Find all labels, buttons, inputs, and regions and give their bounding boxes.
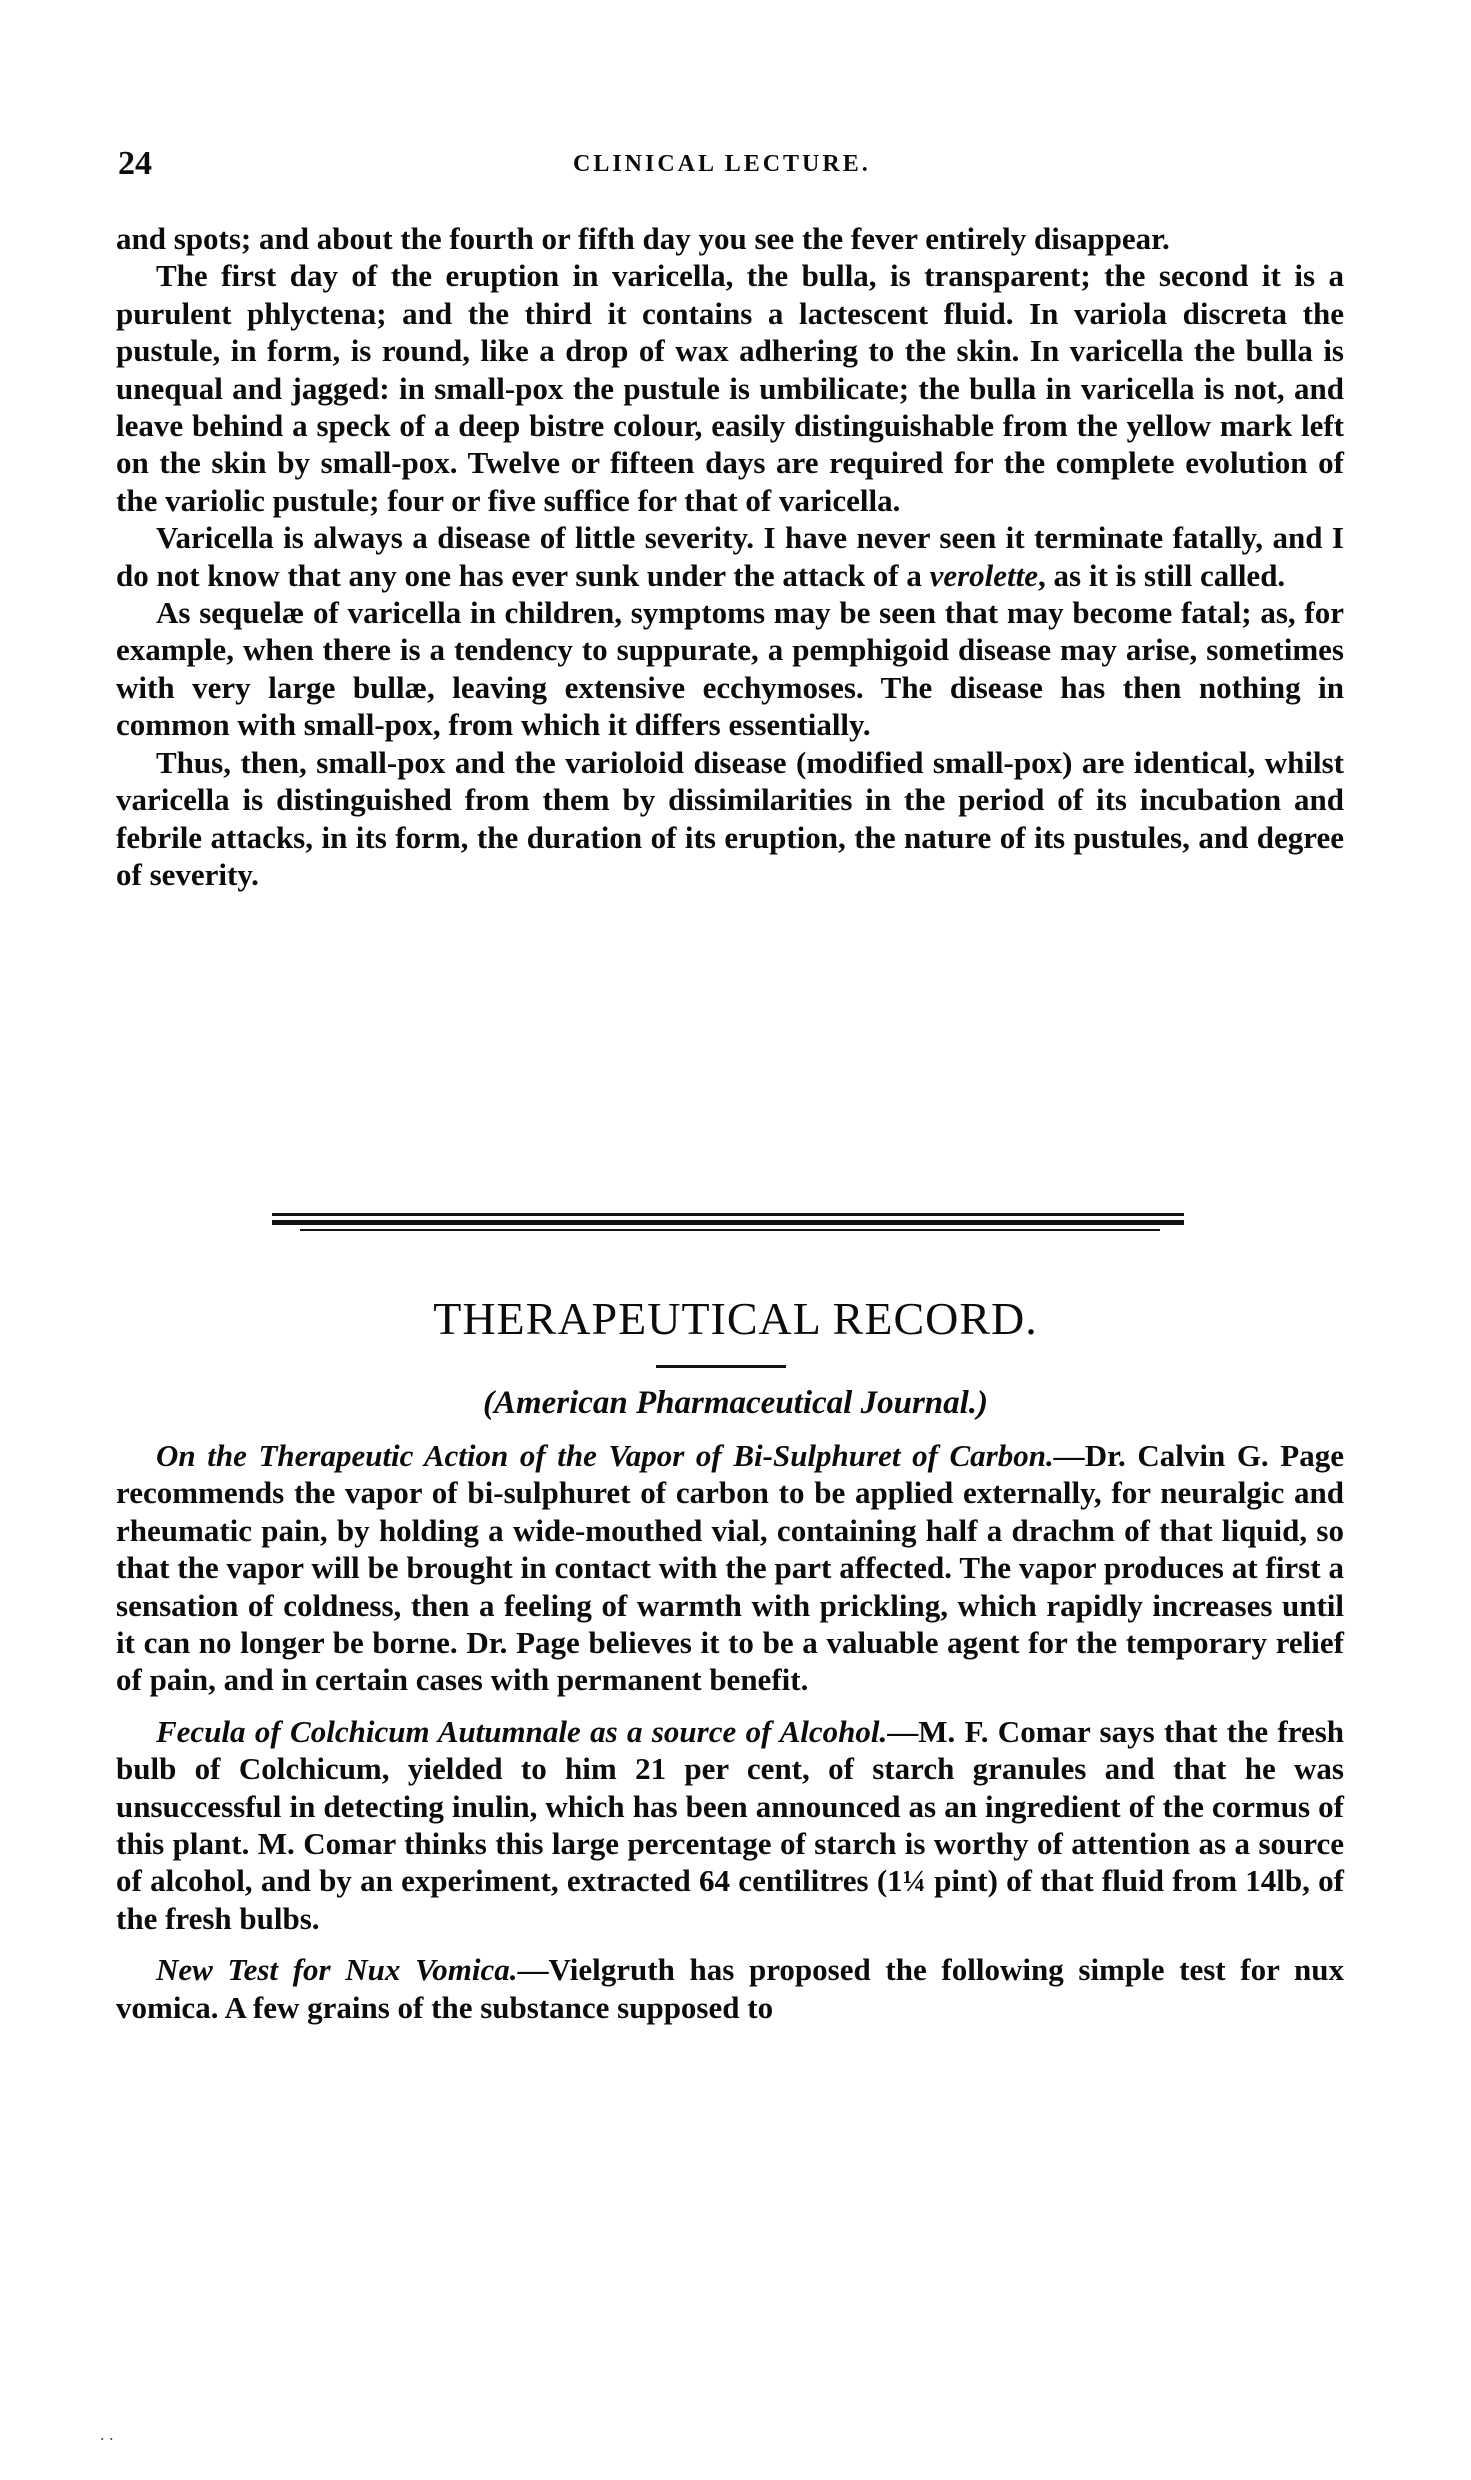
record-text — [116, 1437, 1344, 2026]
record-item — [116, 1951, 1344, 2026]
record-item — [116, 1437, 1344, 1699]
page-mark: . . — [100, 2424, 114, 2444]
para3-text-before: Varicella is always a disease of little severity. I have never seen it terminate fatally, and I do not know that any one has ever sunk under the attack of a — [116, 520, 1344, 593]
section-divider-rule — [272, 1220, 1184, 1225]
title-underline-rule — [656, 1365, 786, 1368]
para3-text-after: , as it is still called. — [1038, 557, 1286, 593]
record-item — [116, 1713, 1344, 1937]
running-title: CLINICAL LECTURE. — [573, 151, 871, 177]
lecture-paragraph: The first day of the eruption in varicella, the bulla, is transparent; the second it is a purulent phlyctena; and the third it contains a lactescent fluid. In variola discreta the pustule, in form, is round, like a drop of wax adhering to the skin. In varicella the bulla is unequal and jagged: in small-pox the pustule is umbilicate; the bulla in varicella is not, and leave behind a speck of a deep bistre colour, easily distinguishable from the yellow mark left on the skin by small-pox. Twelve or fifteen days are required for the complete evolution of the variolic pustule; four or five suffice for that of varicella. — [116, 258, 1344, 518]
record-item-body: Dr. Calvin G. Page recommends the vapor of bi-sulphuret of carbon to be applied externally, for neuralgic and rheumatic pain, by holding a wide-mouthed vial, containing half a drachm of that liquid, so that the vapor will be brought in contact with the part affected. The vapor produces at first a sensation of coldness, then a feeling of warmth with prickling, which rapidly increases until it can no longer be borne. Dr. Page believes it to be a valuable agent for the temporary relief of pain, and in certain cases with permanent benefit. — [116, 1438, 1344, 1698]
record-item-heading: New Test for Nux Vomica. — [156, 1952, 518, 1988]
lecture-paragraph: and spots; and about the fourth or fifth day you see the fever entirely disappear. — [116, 221, 1170, 256]
lecture-paragraph: As sequelæ of varicella in children, symptoms may be seen that may become fatal; as, for example, when there is a tendency to suppurate, a pemphigoid disease may arise, sometimes with very large bullæ, leaving extensive ecchymoses. The disease has then nothing in common with small-pox, from which it differs essentially. — [116, 595, 1344, 743]
lecture-text — [116, 220, 1344, 893]
lecture-paragraph: Thus, then, small-pox and the varioloid disease (modified small-pox) are identical, whilst varicella is distinguished from them by dissimilarities in the period of its incubation and febrile attacks, in its form, the duration of its eruption, the nature of its pustules, and degree of severity. — [116, 744, 1344, 892]
section-divider-rule — [300, 1229, 1160, 1231]
running-head — [118, 145, 1358, 185]
record-item-body: —M. F. Comar says that the fresh bulb of Colchicum, yielded to him 21 per cent, of starch granules and that he was unsuccessful in detecting inulin, which has been announced as an ingredient of the cormus of this plant. M. Comar thinks this large percentage of starch is worthy of attention as a source of alcohol, and by an experiment, extracted 64 centilitres (1¼ pint) of that fluid from 14lb, of the fresh bulbs. — [116, 1713, 1345, 1936]
record-item-heading: On the Therapeutic Action of the Vapor of Bi-Sulphuret of Carbon.— — [156, 1438, 1085, 1473]
verolette-term: verolette — [929, 557, 1039, 593]
section-title: THERAPEUTICAL RECORD. — [433, 1293, 1038, 1344]
source-line: (American Pharmaceutical Journal.) — [482, 1385, 989, 1421]
record-item-body: —Vielgruth has proposed the following simple test for nux vomica. A few grains of the substance supposed to — [116, 1952, 1344, 2025]
page-number: 24 — [118, 145, 152, 182]
record-item-heading: Fecula of Colchicum Autumnale as a source of Alcohol. — [156, 1713, 888, 1749]
section-divider-rule — [272, 1213, 1184, 1216]
lecture-paragraph — [116, 519, 1344, 594]
